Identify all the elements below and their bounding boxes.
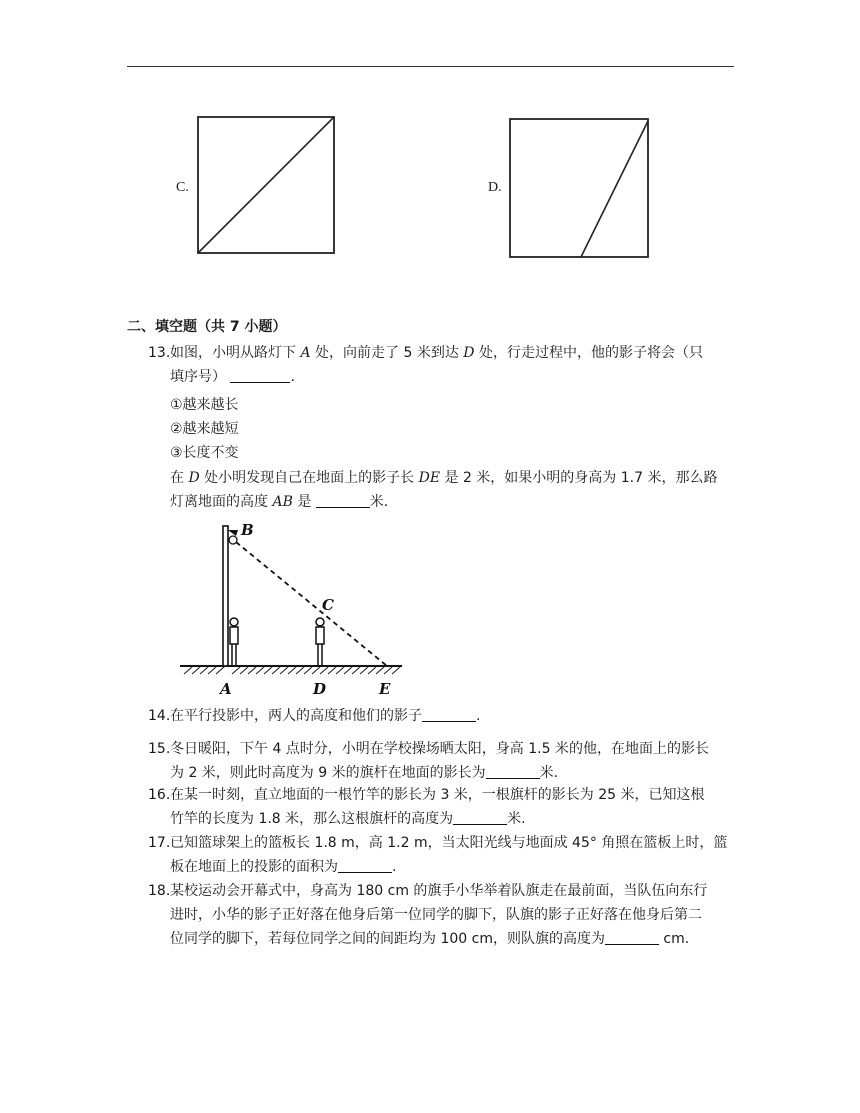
person-at-d xyxy=(316,618,324,666)
lamp-post xyxy=(223,526,228,666)
choice-1: ①越来越长 xyxy=(170,397,239,413)
lamp-shadow-figure xyxy=(180,520,404,698)
person-at-a xyxy=(230,618,238,666)
var-ab: AB xyxy=(272,494,293,510)
question-15: 15. 冬日暖阳，下午 4 点时分，小明在学校操场晒太阳，身高 1.5 米的他，在地面上的影长 为 2 米，则此时高度为 9 米的旗杆在地面的影长为 米. xyxy=(148,741,709,781)
lamp-head xyxy=(228,530,238,536)
answer-blank[interactable] xyxy=(422,707,476,722)
label-b: B xyxy=(241,521,254,539)
var-d: D xyxy=(463,345,475,361)
question-16: 16. 在某一时刻，直立地面的一根竹竿的影长为 3 米，一根旗杆的影长为 25 米，已知这根 竹竿的长度为 1.8 米，那么这根旗杆的高度为 米. xyxy=(148,787,705,827)
option-d-figure xyxy=(505,113,651,269)
var-a: A xyxy=(300,345,311,361)
option-d-label: D. xyxy=(488,180,502,195)
answer-blank[interactable] xyxy=(316,493,370,508)
label-e: E xyxy=(379,680,391,698)
var-de: DE xyxy=(418,470,441,486)
question-13-part2: 在 D 处小明发现自己在地面上的影子长 DE 是 2 米，如果小明的身高为 1.7 米，那么路 灯离地面的高度 AB 是 米. xyxy=(170,470,718,510)
answer-blank[interactable] xyxy=(605,930,659,945)
section-title: 二、填空题（共 7 小题） xyxy=(127,319,287,335)
question-14: 14. 在平行投影中，两人的高度和他们的影子 . xyxy=(148,708,481,724)
question-18: 18. 某校运动会开幕式中，身高为 180 cm 的旗手小华举着队旗走在最前面，当队伍向东行 进时，小华的影子正好落在他身后第一位同学的脚下，队旗的影子正好落在他身后第二 位同学的脚下，若每位同学之间的间距均为 100 cm，则队旗的高度为 cm. xyxy=(148,883,708,947)
answer-blank[interactable] xyxy=(338,858,392,873)
answer-blank[interactable] xyxy=(230,368,290,383)
answer-blank[interactable] xyxy=(453,810,507,825)
option-d-square xyxy=(510,119,648,257)
question-number: 13. xyxy=(148,345,171,361)
choice-2: ②越来越短 xyxy=(170,421,239,437)
header-rule xyxy=(127,66,734,67)
option-c-label: C. xyxy=(176,180,189,195)
label-c: C xyxy=(322,596,334,614)
answer-blank[interactable] xyxy=(486,764,540,779)
label-d: D xyxy=(313,680,327,698)
ground-hatching xyxy=(184,667,400,674)
choice-3: ③长度不变 xyxy=(170,445,239,461)
label-a: A xyxy=(220,680,232,698)
option-c-diagonal xyxy=(198,117,334,253)
option-c-figure xyxy=(193,113,339,259)
option-d-line xyxy=(581,121,648,257)
light-ray xyxy=(236,542,387,666)
question-17: 17. 已知篮球架上的篮板长 1.8 m，高 1.2 m，当太阳光线与地面成 45° 角照在篮板上时，篮 板在地面上的投影的面积为 . xyxy=(148,835,728,875)
question-13: 13. 如图，小明从路灯下 A 处，向前走了 5 米到达 D 处，行走过程中，他的影子将会（只 填序号） . xyxy=(148,341,738,389)
